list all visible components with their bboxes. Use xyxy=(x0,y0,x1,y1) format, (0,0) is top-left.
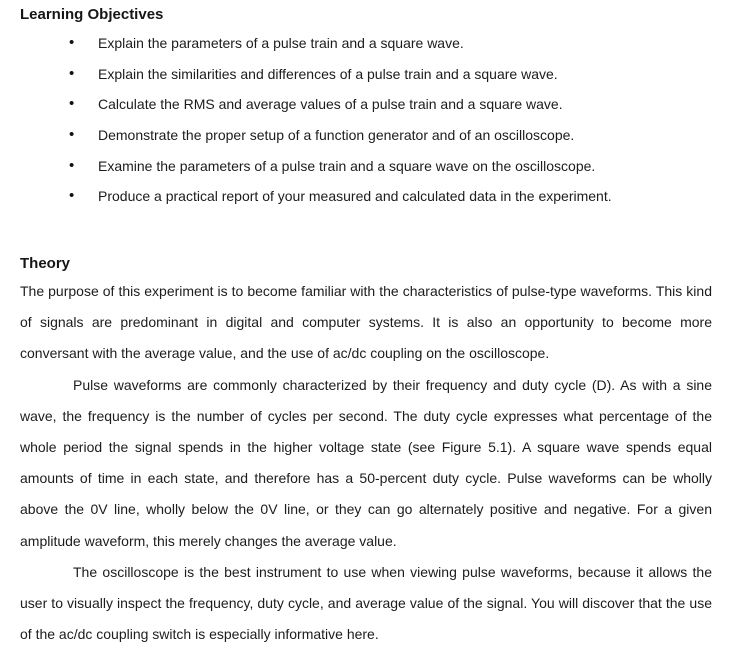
objective-text: Explain the similarities and differences of a pulse train and a square wave. xyxy=(98,65,558,82)
bullet-icon: • xyxy=(69,95,75,113)
objective-text: Explain the parameters of a pulse train and a square wave. xyxy=(98,35,464,51)
objective-text: Demonstrate the proper setup of a function generator and of an oscilloscope. xyxy=(98,127,575,144)
theory-paragraph: Pulse waveforms are commonly characterized by their frequency and duty cycle (D). As with a sine wave, the frequency is the number of cycles per second. The duty cycle expresses what percentage of the whole period the signal spends in the higher voltage state (see Figure 5.1). A square wave spends equal amounts of time in each state, and therefore has a 50-percent duty cycle. Pulse waveforms can be wholly above the 0V line, wholly below the 0V line, or they can go alternately positive and negative. For a given amplitude waveform, this merely changes the average value. xyxy=(20,376,712,549)
bullet-icon: • xyxy=(69,64,75,82)
theory-section xyxy=(20,276,712,650)
theory-paragraph: The purpose of this experiment is to become familiar with the characteristics of pulse-type waveforms. This kind of signals are predominant in digital and computer systems. It is also an opportunity to become more conversant with the average value, and the use of ac/dc coupling on the oscilloscope. xyxy=(20,283,712,362)
objective-text: Examine the parameters of a pulse train and a square wave on the oscilloscope. xyxy=(98,157,596,174)
objective-text: Calculate the RMS and average values of a pulse train and a square wave. xyxy=(98,96,563,113)
bullet-icon: • xyxy=(69,187,75,205)
objective-item xyxy=(0,33,755,64)
objective-item xyxy=(0,186,755,217)
objective-item xyxy=(0,94,755,125)
objective-text: Produce a practical report of your measured and calculated data in the experiment. xyxy=(98,188,612,205)
objective-item xyxy=(0,64,755,95)
learning-objectives-heading: Learning Objectives xyxy=(20,6,164,23)
theory-paragraph: The oscilloscope is the best instrument to use when viewing pulse waveforms, because it allows the user to visually inspect the frequency, duty cycle, and average value of the signal. You will discover that the use of the ac/dc coupling switch is especially informative here. xyxy=(20,563,712,643)
bullet-icon: • xyxy=(69,34,75,51)
bullet-icon: • xyxy=(69,126,75,144)
objective-item xyxy=(0,156,755,187)
theory-heading: Theory xyxy=(20,255,71,272)
bullet-icon: • xyxy=(69,156,75,174)
learning-objectives-list xyxy=(0,33,755,217)
objective-item xyxy=(0,125,755,156)
